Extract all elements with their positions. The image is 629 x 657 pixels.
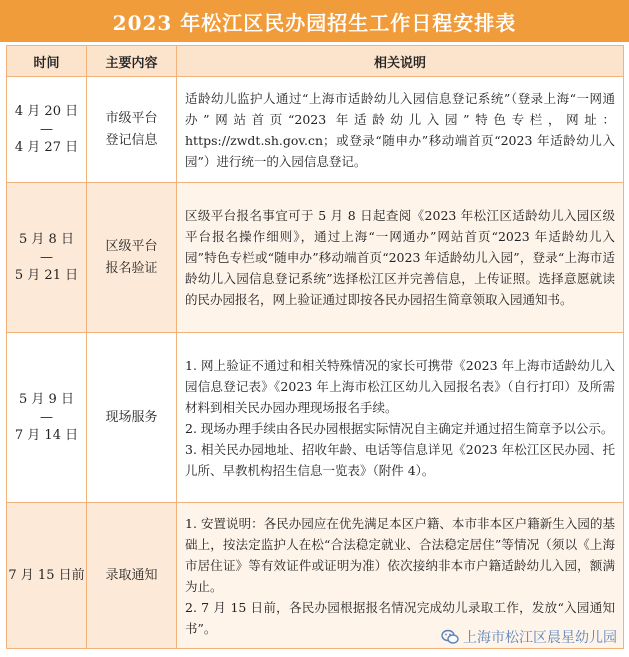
content-line-1: 市级平台 — [105, 110, 158, 126]
time-start: 7 月 15 日前 — [8, 567, 85, 583]
header-time: 时间 — [7, 46, 87, 77]
time-cell — [7, 77, 87, 183]
schedule-table — [6, 45, 624, 649]
desc-item-1: 1. 网上验证不通过和相关特殊情况的家长可携带《2023 年上海市适龄幼儿入园信息登记表》《2023 年上海市松江区幼儿入园报名表》（自行打印）及所需材料到相关民办园办理现场报名手续。 — [185, 357, 615, 415]
header-content: 主要内容 — [87, 46, 177, 77]
content-cell — [87, 183, 177, 333]
desc-cell — [177, 183, 624, 333]
time-start: 5 月 9 日 — [19, 391, 74, 407]
table-row — [7, 333, 624, 503]
time-cell — [7, 503, 87, 649]
page-title: 2023 年松江区民办园招生工作日程安排表 — [0, 0, 629, 42]
time-dash: — — [40, 249, 53, 265]
header-desc: 相关说明 — [177, 46, 624, 77]
desc-item-2: 2. 7 月 15 日前，各民办园根据报名情况完成幼儿录取工作，发放“入园通知书”。 — [185, 599, 615, 636]
time-dash: — — [40, 121, 53, 137]
content-line-1: 现场服务 — [105, 409, 158, 425]
desc-paragraph: 适龄幼儿监护人通过“上海市适龄幼儿入园信息登记系统”（登录上海“一网通办”网站首页“2023 年适龄幼儿入园”特色专栏，网址：https://zwdt.sh.gov.cn；或登录“随申办”移动端首页“2023 年适龄幼儿入园”）进行统一的入园信息登记。 — [185, 90, 615, 169]
time-end: 7 月 14 日 — [14, 427, 79, 443]
desc-item-3: 3. 相关民办园地址、招收年龄、电话等信息详见《2023 年松江区民办园、托儿所、早教机构招生信息一览表》（附件 4）。 — [185, 441, 615, 478]
table-row — [7, 77, 624, 183]
table-header-row — [7, 46, 624, 77]
desc-item-2: 2. 现场办理手续由各民办园根据实际情况自主确定并通过招生简章予以公示。 — [185, 420, 614, 436]
watermark — [441, 627, 617, 647]
time-cell — [7, 333, 87, 503]
time-start: 4 月 20 日 — [14, 103, 79, 119]
time-cell — [7, 183, 87, 333]
desc-cell — [177, 333, 624, 503]
content-line-1: 区级平台 — [105, 238, 158, 254]
content-line-2: 报名验证 — [105, 260, 158, 276]
table-row — [7, 183, 624, 333]
desc-paragraph: 区级平台报名事宜可于 5 月 8 日起查阅《2023 年松江区适龄幼儿入园区级平台报名操作细则》，通过上海“一网通办”网站首页“2023 年适龄幼儿入园”特色专栏或“随申办”移动端首页“2023 年适龄幼儿入园”，登录“上海市适龄幼儿入园信息登记系统”选择松江区并完善信息，上传证照。选择意愿就读的民办园报名，网上验证通过即按各民办园招生简章领取入园通知书。 — [185, 208, 615, 307]
content-line-2: 登记信息 — [105, 132, 158, 148]
content-cell — [87, 333, 177, 503]
time-start: 5 月 8 日 — [19, 231, 74, 247]
desc-item-1: 1. 安置说明：各民办园应在优先满足本区户籍、本市非本区户籍新生入园的基础上，按法定监护人在松“合法稳定就业、合法稳定居住”等情况（须以《上海市居住证》等有效证件或证明为准）依次接纳非本市户籍适龄幼儿入园，额满为止。 — [185, 515, 615, 594]
content-line-1: 录取通知 — [105, 567, 158, 583]
time-dash: — — [40, 409, 53, 425]
content-cell — [87, 503, 177, 649]
watermark-text: 上海市松江区晨星幼儿园 — [463, 630, 617, 646]
wechat-icon — [441, 628, 459, 646]
desc-cell — [177, 77, 624, 183]
content-cell — [87, 77, 177, 183]
time-end: 5 月 21 日 — [14, 267, 79, 283]
time-end: 4 月 27 日 — [14, 139, 79, 155]
